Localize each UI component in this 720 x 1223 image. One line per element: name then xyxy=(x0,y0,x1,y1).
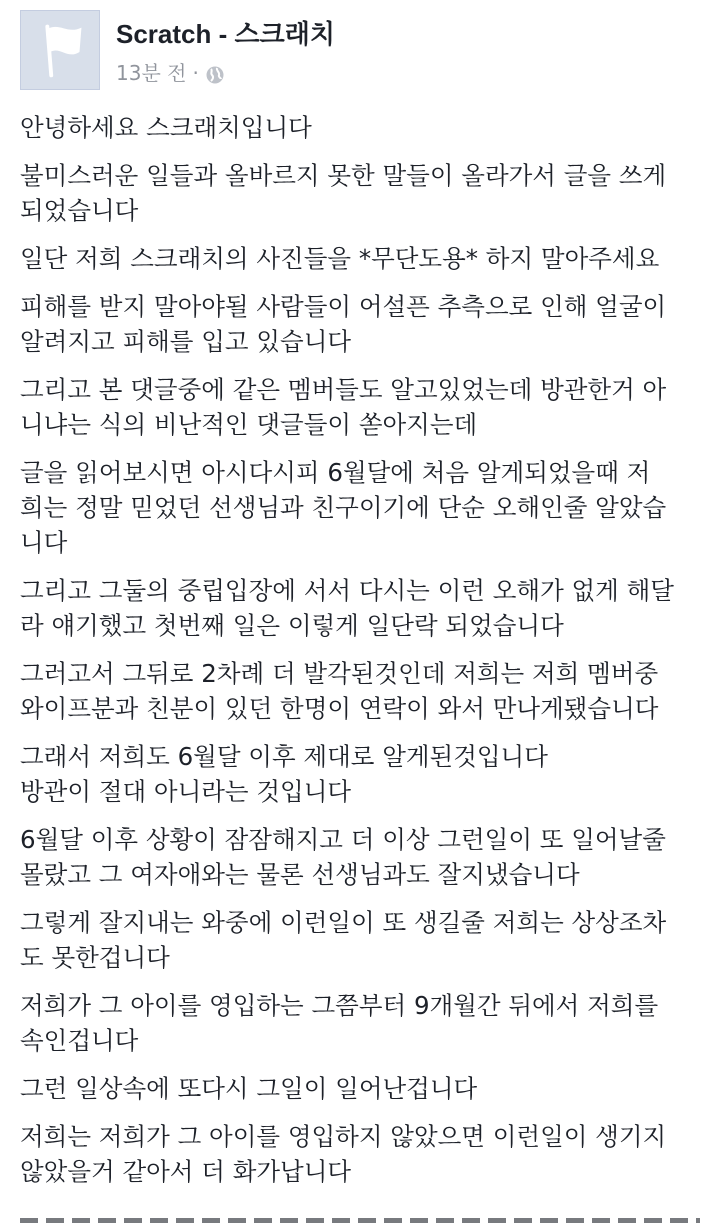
post-paragraph: 저희는 저희가 그 아이를 영입하지 않았으면 이런일이 생기지 않았을거 같아서 더 화가납니다 xyxy=(20,1122,667,1186)
post-paragraph: 일단 저희 스크래치의 사진들을 *무단도용* 하지 말아주세요 xyxy=(20,244,660,273)
cut-off-text-line xyxy=(20,1214,700,1223)
post-paragraph: 그렇게 잘지내는 와중에 이런일이 또 생길줄 저희는 상상조차 도 못한겁니다 xyxy=(20,908,667,972)
meta-separator: · xyxy=(192,61,199,85)
post-paragraph: 그리고 본 댓글중에 같은 멤버들도 알고있었는데 방관한거 아 니냐는 식의 비난적인 댓글들이 쏟아지는데 xyxy=(20,375,667,439)
post-paragraph: 그런 일상속에 또다시 그일이 일어난겁니다 xyxy=(20,1074,478,1103)
globe-icon xyxy=(205,63,225,83)
post-paragraph: 그래서 저희도 6월달 이후 제대로 알게된것입니다 방관이 절대 아니라는 것입니다 xyxy=(20,742,548,806)
post-paragraph: 피해를 받지 말아야될 사람들이 어설픈 추측으로 인해 얼굴이 알려지고 피해를 입고 있습니다 xyxy=(20,292,667,356)
page-name[interactable]: Scratch - 스크래치 xyxy=(116,19,335,49)
post-paragraph: 글을 읽어보시면 아시다시피 6월달에 처음 알게되었을때 저 희는 정말 믿었던 선생님과 친구이기에 단순 오해인줄 알았습 니다 xyxy=(20,458,667,557)
post-body xyxy=(20,110,700,1202)
post-paragraph: 안녕하세요 스크래치입니다 xyxy=(20,113,312,142)
page-avatar[interactable] xyxy=(20,10,100,90)
post-timestamp[interactable]: 13분 전 xyxy=(116,61,187,85)
post-paragraph: 6월달 이후 상황이 잠잠해지고 더 이상 그런일이 또 일어날줄 몰랐고 그 여자애와는 물론 선생님과도 잘지냈습니다 xyxy=(20,825,666,889)
post-paragraph: 저희가 그 아이를 영입하는 그쯤부터 9개월간 뒤에서 저희를 속인겁니다 xyxy=(20,991,659,1055)
post-paragraph: 불미스러운 일들과 올바르지 못한 말들이 올라가서 글을 쓰게 되었습니다 xyxy=(20,161,667,225)
flag-icon xyxy=(21,11,99,89)
post-paragraph: 그러고서 그뒤로 2차례 더 발각된것인데 저희는 저희 멤버중 와이프분과 친분이 있던 한명이 연락이 와서 만나게됐습니다 xyxy=(20,659,659,723)
post-header xyxy=(0,0,720,100)
post-meta xyxy=(116,58,225,88)
post-paragraph: 그리고 그둘의 중립입장에 서서 다시는 이런 오해가 없게 해달 라 얘기했고 첫번째 일은 이렇게 일단락 되었습니다 xyxy=(20,576,674,640)
